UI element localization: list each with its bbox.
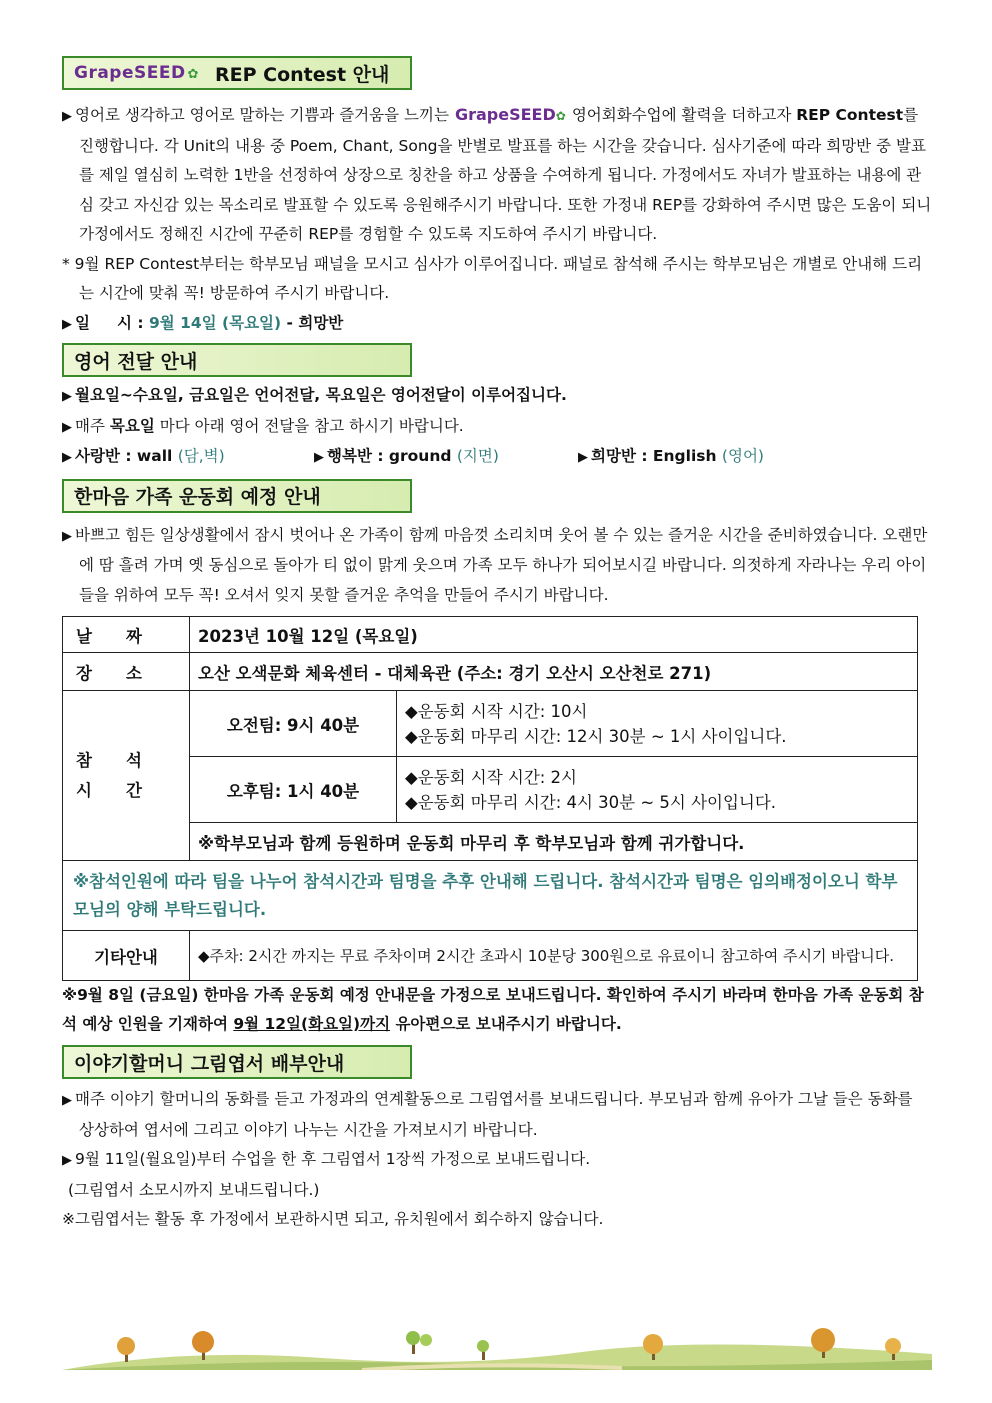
place-label: 장소 <box>63 653 190 691</box>
grapeseed-inline-logo: GrapeSEED✿ <box>454 105 566 124</box>
newsletter-page <box>62 56 932 1235</box>
time-label: 참석 시간 <box>63 691 190 861</box>
section-title: REP Contest 안내 <box>215 63 390 86</box>
section-header-sports-day <box>62 479 412 513</box>
leaf-swoosh-icon: ✿ <box>187 67 199 82</box>
table-row <box>63 931 918 981</box>
section-header-postcard <box>62 1045 412 1079</box>
etc-value: ◆주차: 2시간 까지는 무료 주차이며 2시간 초과시 10분당 300원으로 유료이니 참고하여 주시기 바랍니다. <box>190 931 918 981</box>
tree-icon <box>477 1340 489 1360</box>
postcard-line-2: ▶ 9월 11일(월요일)부터 수업을 한 후 그림엽서 1장씩 가정으로 보내드립니다. <box>62 1145 932 1176</box>
etc-label: 기타안내 <box>63 931 190 981</box>
tree-icon <box>117 1337 135 1362</box>
tree-icon <box>406 1331 432 1354</box>
english-class-words <box>62 442 932 473</box>
table-row <box>63 653 918 691</box>
postcard-line-1: ▶ 매주 이야기 할머니의 동화를 듣고 가정과의 연계활동으로 그림엽서를 보내드립니다. 부모님과 함께 유아가 그날 들은 동화를 상상하여 엽서에 그리고 이야기 나누는 시간을 가져보시기 바랍니다. <box>62 1085 932 1145</box>
english-line-1: ▶ 월요일~수요일, 금요일은 언어전달, 목요일은 영어전달이 이루어집니다. <box>62 381 932 412</box>
pm-team: 오후팀: 1시 40분 <box>190 757 397 823</box>
class-word-3: ▶ 희망반 : English (영어) <box>578 442 764 473</box>
table-row <box>63 861 918 931</box>
date-value: 2023년 10월 12일 (목요일) <box>190 617 918 653</box>
section-title: 한마음 가족 운동회 예정 안내 <box>74 486 321 508</box>
sports-day-footer: ※9월 8일 (금요일) 한마음 가족 운동회 예정 안내문을 가정으로 보내드립니다. 확인하여 주시기 바라며 한마음 가족 운동회 참석 예상 인원을 기재하여 9월 12일(화요일)까지 유아편으로 보내주시기 바랍니다. <box>62 986 924 1033</box>
sports-day-intro: ▶ 바쁘고 힘든 일상생활에서 잠시 벗어나 온 가족이 함께 마음껏 소리치며 웃어 볼 수 있는 즐거운 시간을 준비하였습니다. 오랜만에 땀 흘려 가며 옛 동심으로 돌아가 티 없이 맑게 웃으며 가족 모두 하나가 되어보시길 바랍니다. 의젓하게 자라나는 우리 아이들을 위하여 모두 꼭! 오셔서 잊지 못할 즐거운 추억을 만들어 주시기 바랍니다. <box>62 521 932 611</box>
postcard-line-4: ※그림엽서는 활동 후 가정에서 보관하시면 되고, 유치원에서 회수하지 않습니다. <box>62 1210 604 1228</box>
rep-contest-date: ▶ 일 시 : 9월 14일 (목요일) - 희망반 <box>62 309 932 340</box>
team-note: ※참석인원에 따라 팀을 나누어 참석시간과 팀명을 추후 안내해 드립니다. 참석시간과 팀명은 임의배정이오니 학부모님의 양해 부탁드립니다. <box>63 861 918 931</box>
section-header-english <box>62 343 412 377</box>
together-note: ※학부모님과 함께 등원하며 운동회 마무리 후 학부모님과 함께 귀가합니다. <box>190 823 918 861</box>
postcard-line-3: (그림엽서 소모시까지 보내드립니다.) <box>68 1180 320 1199</box>
class-word-1: ▶ 사랑반 : wall (담,벽) <box>62 442 314 473</box>
pm-schedule: ◆운동회 시작 시간: 2시 ◆운동회 마무리 시간: 4시 30분 ~ 5시 사이입니다. <box>397 757 918 823</box>
english-line-2: ▶ 매주 목요일 마다 아래 영어 전달을 참고 하시기 바랍니다. <box>62 412 932 443</box>
rep-contest-paragraph: ▶ 영어로 생각하고 영어로 말하는 기쁨과 즐거움을 느끼는 GrapeSEED✿ 영어회화수업에 활력을 더하고자 REP Contest를 진행합니다. 각 Unit의 내용 중 Poem, Chant, Song을 반별로 발표를 하는 시간을 갖습니다. 심사기준에 따라 희망반 중 발표를 제일 열심히 노력한 1반을 선정하여 상장으로 칭찬을 하고 상품을 수여하게 됩니다. 가정에서도 자녀가 발표하는 내용에 관심 갖고 자신감 있는 목소리로 발표할 수 있도록 응원해주시기 바랍니다. 또한 가정내 REP를 강화하여 주시면 많은 도움이 되니 가정에서도 정해진 시간에 꾸준히 REP를 경험할 수 있도록 지도하여 주시기 바랍니다. <box>62 100 932 250</box>
am-team: 오전팀: 9시 40분 <box>190 691 397 757</box>
landscape-footer-illustration <box>62 1328 932 1370</box>
date-label: 날짜 <box>63 617 190 653</box>
am-schedule: ◆운동회 시작 시간: 10시 ◆운동회 마무리 시간: 12시 30분 ~ 1시 사이입니다. <box>397 691 918 757</box>
section-title: 영어 전달 안내 <box>74 350 198 373</box>
table-row <box>63 757 918 823</box>
rep-contest-note: * 9월 REP Contest부터는 학부모님 패널을 모시고 심사가 이루어집니다. 패널로 참석해 주시는 학부모님은 개별로 안내해 드리는 시간에 맞춰 꼭! 방문하여 주시기 바랍니다. <box>62 254 923 302</box>
grapeseed-logo: GrapeSEED ✿ <box>74 63 199 83</box>
table-row <box>63 823 918 861</box>
section-title: 이야기할머니 그림엽서 배부안내 <box>74 1052 345 1075</box>
place-value: 오산 오색문화 체육센터 - 대체육관 (주소: 경기 오산시 오산천로 271) <box>190 653 918 691</box>
table-row <box>63 617 918 653</box>
sports-day-table <box>62 616 918 981</box>
table-row <box>63 691 918 757</box>
section-header-rep-contest <box>62 56 412 90</box>
class-word-2: ▶ 행복반 : ground (지면) <box>314 442 578 473</box>
